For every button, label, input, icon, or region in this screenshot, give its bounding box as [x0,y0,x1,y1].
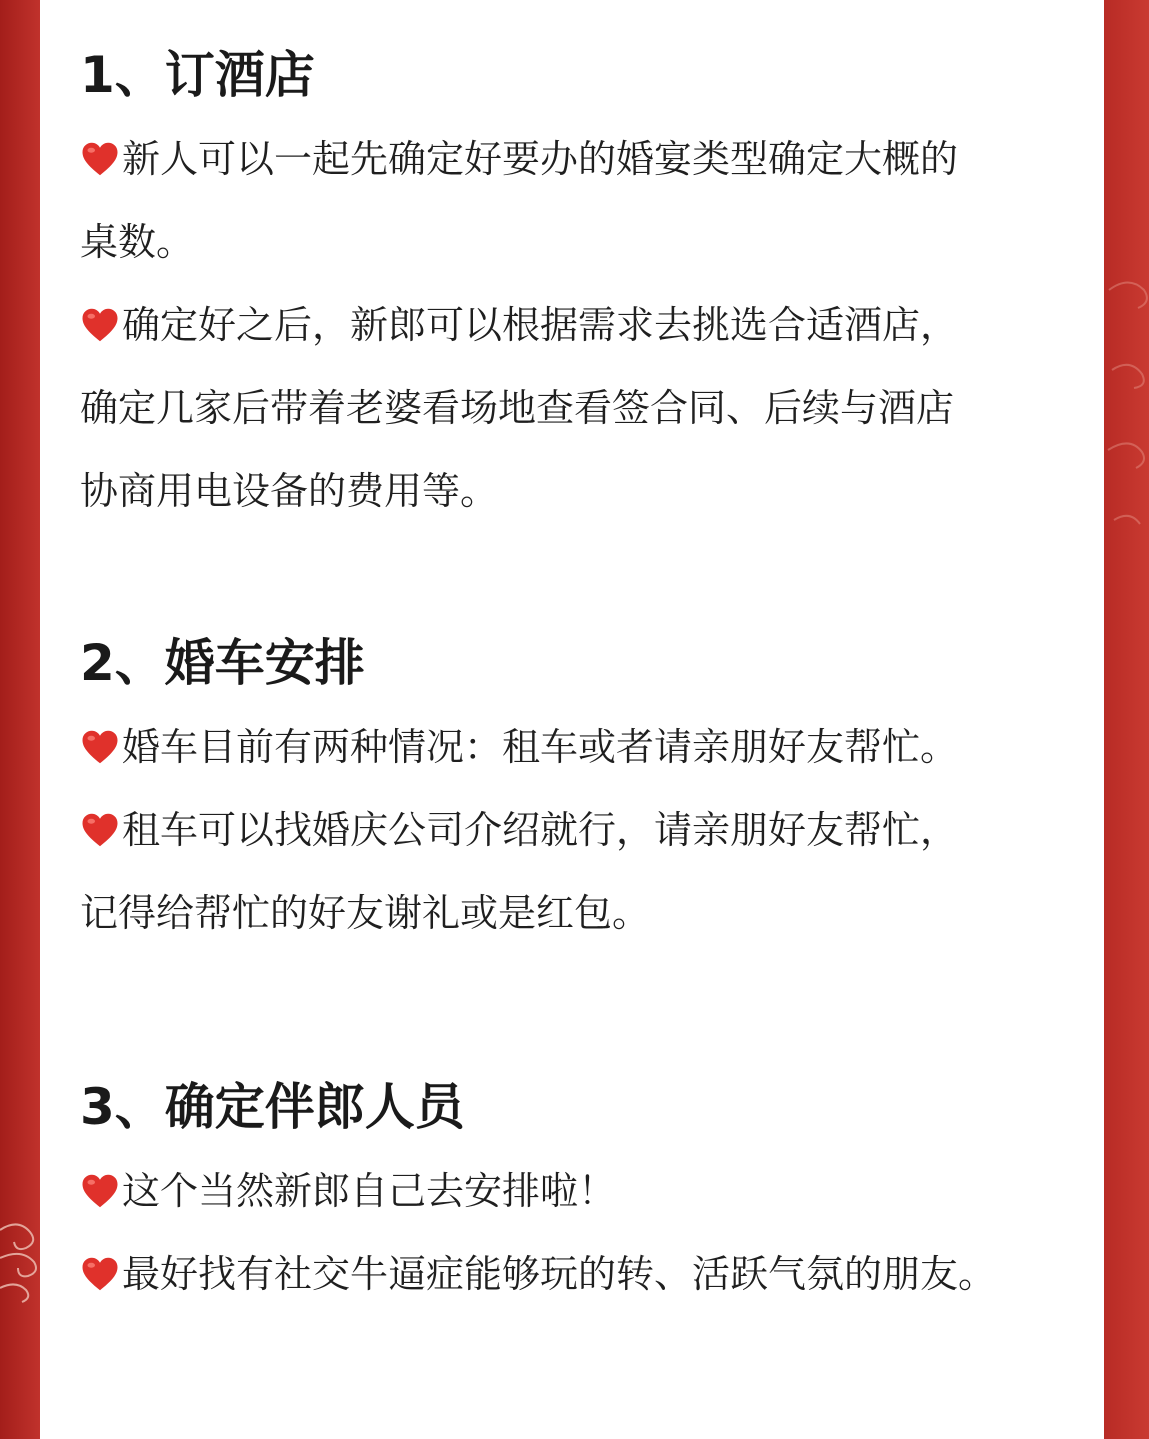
item-text-line: 记得给帮忙的好友谢礼或是红包。 [80,891,651,935]
section-wedding-car [80,633,1080,955]
right-red-border [1104,0,1149,1439]
section-heading: 1、订酒店 [80,46,315,104]
heart-icon [80,305,120,345]
heart-icon [80,139,120,179]
list-item [80,118,1080,284]
section-heading: 2、婚车安排 [80,634,365,692]
section-book-hotel [80,45,1080,533]
list-item [80,706,1080,789]
list-item [80,1233,1080,1316]
heart-icon [80,810,120,850]
list-item [80,1150,1080,1233]
item-text-line: 最好找有社交牛逼症能够玩的转、活跃气氛的朋友。 [122,1252,997,1296]
list-item [80,789,1080,955]
item-text-line: 桌数。 [80,220,195,264]
heart-icon [80,727,120,767]
section-heading: 3、确定伴郎人员 [80,1078,465,1136]
item-text-line: 租车可以找婚庆公司介绍就行，请亲朋好友帮忙， [122,808,959,852]
item-text-line: 婚车目前有两种情况：租车或者请亲朋好友帮忙。 [122,725,959,769]
item-text-line: 新人可以一起先确定好要办的婚宴类型确定大概的 [122,137,959,181]
heart-icon [80,1171,120,1211]
item-text-line: 确定好之后，新郎可以根据需求去挑选合适酒店， [122,303,959,347]
item-text-line: 这个当然新郎自己去安排啦！ [122,1169,617,1213]
cloud-ornament-icon [0,1200,40,1320]
list-item [80,284,1080,533]
heart-icon [80,1254,120,1294]
item-text-line: 确定几家后带着老婆看场地查看签合同、后续与酒店 [80,386,955,430]
section-groomsmen [80,1077,1080,1316]
cloud-pattern-icon [1104,250,1149,550]
item-text-line: 协商用电设备的费用等。 [80,469,499,513]
